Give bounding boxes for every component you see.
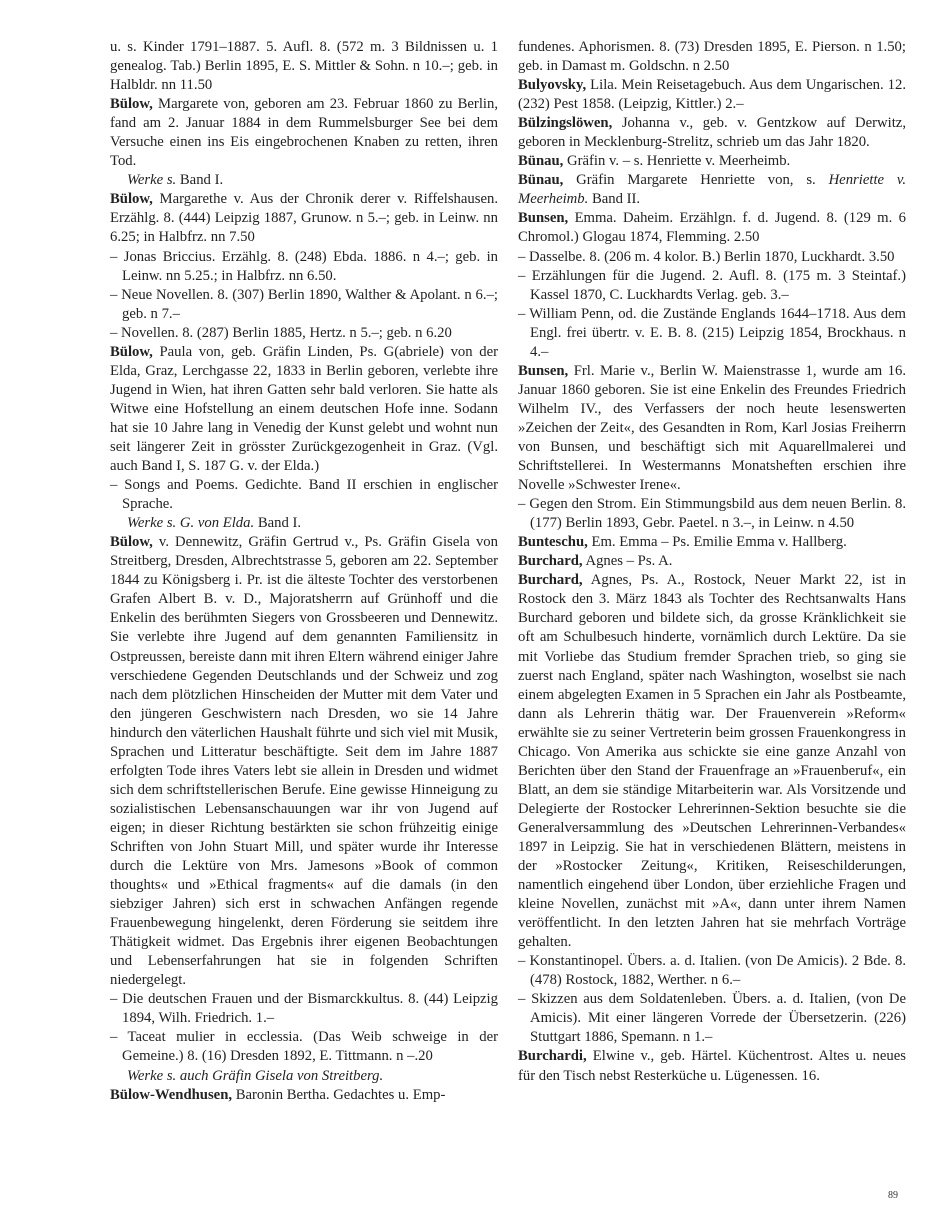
biography-entry [110,343,498,476]
work-listing: – Neue Novellen. 8. (307) Berlin 1890, Walther & Apolant. n 6.–; geb. n 7.– [110,286,498,322]
biography-entry [518,1047,906,1085]
entry-headword: Bünau, [518,172,564,189]
entry-text: Paula von, geb. Gräfin Linden, Ps. G(abriele) von der Elda, Graz, Lerchgasse 22, 1833 in Berlin geboren, verlebte ihre Jugend in Wien, hat ihren Gatten sehr bald verloren. Sie hatte als Witwe eine Hofstellung an einem deutschen Hofe inne. Sodann hat sie 10 Jahre lang in Venedig der Kunst gelebt und wohnt nun seit längerer Zeit in grösster Zurückgezogenheit in Graz. (Vgl. auch Band I, S. 187 G. v. der Elda.) [110,343,498,475]
works-reference [110,1067,498,1086]
entry-text: Agnes, Ps. A., Rostock, Neuer Markt 22, ist in Rostock den 3. März 1843 als Tochter des Rechtsanwalts Hans Burchard geboren und bildete sich, da grosse Kränklichkeit sie oft am Schulbesuch hinderte, vornämlich durch Lektüre. Da sie mit Vorliebe das Studium fremder Sprachen trieb, so ging sie zuerst nach England, später nach Washington, woselbst sie nach einem abgelegten Examen in 5 Sprachen ein Jahr als Postbeamte, dann als Lehrerin thätig war. Der Frauenverein »Reform« erwählte sie zu seiner Vertreterin beim grossen Frauenkongress in Chicago. Von Amerika aus schickte sie eine ganze Anzahl von Berichten über den Stand der Frauenfrage an »Frauenberuf«, ein Blatt, an dem sie ständige Mitarbeiterin war. Als Vorsitzende und Delegierte der Rostocker Lehrerinnen-Sektion besuchte sie die Generalversammlung des »Deutschen Lehrerinnen-Verbandes« 1897 in Leipzig. Sie hat in verschiedenen Blättern, meistens in der »Rostocker Zeitung«, Kritiken, Reiseschilderungen, namentlich eingehend über London, über erziehliche Fragen und kleine Novellen, zunächst mit »A«, dann unter ihrem Namen veröffentlicht. In den letzten Jahren hat sie mehrfach Vorträge gehalten. [518,572,906,951]
entry-text: Gräfin Margarete Henriette von, s. [563,172,829,189]
biography-entry [110,95,498,171]
biography-entry [110,190,498,247]
entry-headword: Bulyovsky, [518,77,587,94]
work-listing: – Skizzen aus dem Soldatenleben. Übers. a. d. Italien, (von De Amicis). Mit einer längeren Vorrede der Übersetzerin. (226) Stuttgart 1886, Spemann. n 1.– [518,991,906,1046]
left-column [110,38,498,1105]
entry-headword: Bülow, [110,343,153,360]
entry-text: Margarethe v. Aus der Chronik derer v. Riffelshausen. Erzählg. 8. (444) Leipzig 1887, Grunow. n 5.–; geb. in Leinw. nn 6.25; in Halbfrz. nn 7.50 [110,191,498,246]
entry-text: Margarete von, geboren am 23. Februar 1860 zu Berlin, fand am 2. Januar 1884 in dem Rummelsburger See bei dem Versuche einen ins Eis eingebrochenen Knaben zu retten, ihren Tod. [110,96,498,170]
work-listing: – Jonas Briccius. Erzählg. 8. (248) Ebda. 1886. n 4.–; geb. in Leinw. nn 5.25.; in Halbfrz. nn 6.50. [110,248,498,284]
entry-text: Baronin Bertha. Gedachtes u. Emp- [232,1086,446,1103]
works-reference-tail: Band I. [176,172,224,189]
biography-entry [518,533,906,552]
entry-text: Emma. Daheim. Erzählgn. f. d. Jugend. 8. (129 m. 6 Chromol.) Glogau 1874, Flemming. 2.50 [518,210,906,246]
biography-entry [110,1086,498,1105]
entry-headword: Bülow, [110,191,153,208]
biography-entry [518,152,906,171]
biography-entry [518,362,906,495]
work-listing: – Die deutschen Frauen und der Bismarckkultus. 8. (44) Leipzig 1894, Wilh. Friedrich. 1.– [110,991,498,1027]
works-reference [110,514,498,533]
work-listing: – Gegen den Strom. Ein Stimmungsbild aus dem neuen Berlin. 8. (177) Berlin 1893, Gebr. Paetel. n 3.–, in Leinw. n 4.50 [518,496,906,532]
entry-tail: Band II. [588,191,641,208]
entry-text: Frl. Marie v., Berlin W. Maienstrasse 1, wurde am 16. Januar 1860 geboren. Sie ist eine Enkelin des Freundes Friedrich Wilhelm IV., des Verfassers der noch heute lesenswerten »Zeichen der Zeit«, des Gesandten in Rom, Karl Josias Freiherrn von Bunsen, und beschäftigt sich mit Aquarellmalerei und Schriftstellerei. In Westermanns Monatsheften erschien ihre Novelle »Schwester Irene«. [518,362,906,494]
text-paragraph: u. s. Kinder 1791–1887. 5. Aufl. 8. (572 m. 3 Bildnissen u. 1 genealog. Tab.) Berlin 1895, E. S. Mittler & Sohn. n 10.–; geb. in Halbldr. nn 11.50 [110,39,498,94]
biography-entry [518,114,906,152]
entry-text: v. Dennewitz, Gräfin Gertrud v., Ps. Gräfin Gisela von Streitberg, Dresden, Albrechtstrasse 5, geboren am 22. September 1844 zu Königsberg i. Pr. ist die älteste Tochter des verstorbenen Grafen Albert B. v. D., Majoratsherrn auf Grünhoff und die Enkelin des berühmten Siegers von Grossbeeren und Dennewitz. Sie verlebte ihre Jugend auf dem genannten Familiensitz in Ostpreussen, bereiste dann mit ihren Eltern während einiger Jahre verschiedene Gegenden Deutschlands und der Schweiz und zog nach dem plötzlichen Hinscheiden der Mutter mit dem Vater und den jüngeren Geschwistern nach Dresden, wo sie 14 Jahre hindurch den väterlichen Haushalt führte und sich viel mit Musik, Sprachen und Litteratur beschäftigte. Seit dem im Jahre 1887 erfolgten Tode ihres Vaters lebt sie allein in Dresden und widmet sich dem schriftstellerischen Berufe. Eine gewisse Hinneigung zu sozialistischen Lebensanschauungen war ihr von Jugend auf eigen; in dieser Richtung bestärkten sie schon frühzeitig einige Schriften von John Stuart Mill, und später wurde ihr Interesse durch die Lektüre von Mrs. Jamesons »Book of common thoughts« und »Ethical fragments« auf die damals (in den siebziger Jahren) sich erst in schwachen Anfängen regende Frauenbewegung hingelenkt, deren Förderung sie seitdem ihre Thätigkeit widmet. Das Ergebnis ihrer eigenen Beobachtungen und Lebenserfahrungen hat sie in folgenden Schriften niedergelegt. [110,534,498,989]
work-listing: – Konstantinopel. Übers. a. d. Italien. (von De Amicis). 2 Bde. 8. (478) Rostock, 1882, Werther. n 6.– [518,953,906,989]
biography-entry [518,209,906,247]
entry-headword: Bülzingslöwen, [518,115,613,132]
entry-headword: Bülow-Wendhusen, [110,1086,233,1103]
works-reference-italic: Werke s. [127,172,177,189]
works-reference-tail: Band I. [254,515,302,532]
biography-entry [518,571,906,952]
work-listing: – William Penn, od. die Zustände Englands 1644–1718. Aus dem Engl. frei übertr. v. E. B. 8. (215) Leipzig 1854, Brockhaus. n 4.– [518,305,906,360]
entry-text: Agnes – Ps. A. [582,553,673,570]
entry-headword: Bülow, [110,96,153,113]
work-listing: – Songs and Poems. Gedichte. Band II erschien in englischer Sprache. [110,477,498,513]
entry-headword: Bunteschu, [518,534,588,551]
work-listing: – Erzählungen für die Jugend. 2. Aufl. 8. (175 m. 3 Steintaf.) Kassel 1870, C. Luckhardts Verlag. geb. 3.– [518,267,906,303]
entry-text: Johanna v., geb. v. Gentzkow auf Derwitz, geboren in Mecklenburg-Strelitz, schrieb um das Jahr 1820. [518,115,906,151]
biography-entry [518,76,906,114]
work-listing: – Taceat mulier in ecclessia. (Das Weib schweige in der Gemeine.) 8. (16) Dresden 1892, E. Tittmann. n –.20 [110,1029,498,1065]
entry-headword: Bunsen, [518,210,569,227]
work-listing: – Novellen. 8. (287) Berlin 1885, Hertz. n 5.–; geb. n 6.20 [110,324,452,341]
works-reference-italic: Werke s. G. von Elda. [127,515,255,532]
entry-headword: Burchardi, [518,1048,587,1065]
entry-text: Gräfin v. – s. Henriette v. Meerheimb. [563,153,791,170]
entry-italic-reference: Henriette v. Meerheimb. [518,172,906,208]
works-reference-italic: Werke s. auch Gräfin Gisela von Streitberg. [127,1067,384,1084]
entry-text: Em. Emma – Ps. Emilie Emma v. Hallberg. [587,534,847,551]
biography-entry [518,171,906,209]
entry-headword: Bülow, [110,534,153,551]
biography-entry [518,552,906,571]
right-column [518,38,906,1086]
entry-headword: Burchard, [518,553,583,570]
works-reference [110,171,498,190]
page-number: 89 [888,1190,898,1201]
entry-text: Lila. Mein Reisetagebuch. Aus dem Ungarischen. 12. (232) Pest 1858. (Leipzig, Kittler.) 2.– [518,77,906,113]
biography-entry [110,533,498,990]
text-paragraph: fundenes. Aphorismen. 8. (73) Dresden 1895, E. Pierson. n 1.50; geb. in Damast m. Goldschn. n 2.50 [518,39,906,75]
entry-text: Elwine v., geb. Härtel. Küchentrost. Altes u. neues für den Tisch nebst Resterküche u. Lügenessen. 16. [518,1048,906,1084]
entry-headword: Bünau, [518,153,564,170]
entry-headword: Burchard, [518,572,583,589]
entry-headword: Bunsen, [518,362,569,379]
work-listing: – Dasselbe. 8. (206 m. 4 kolor. B.) Berlin 1870, Luckhardt. 3.50 [518,248,895,265]
